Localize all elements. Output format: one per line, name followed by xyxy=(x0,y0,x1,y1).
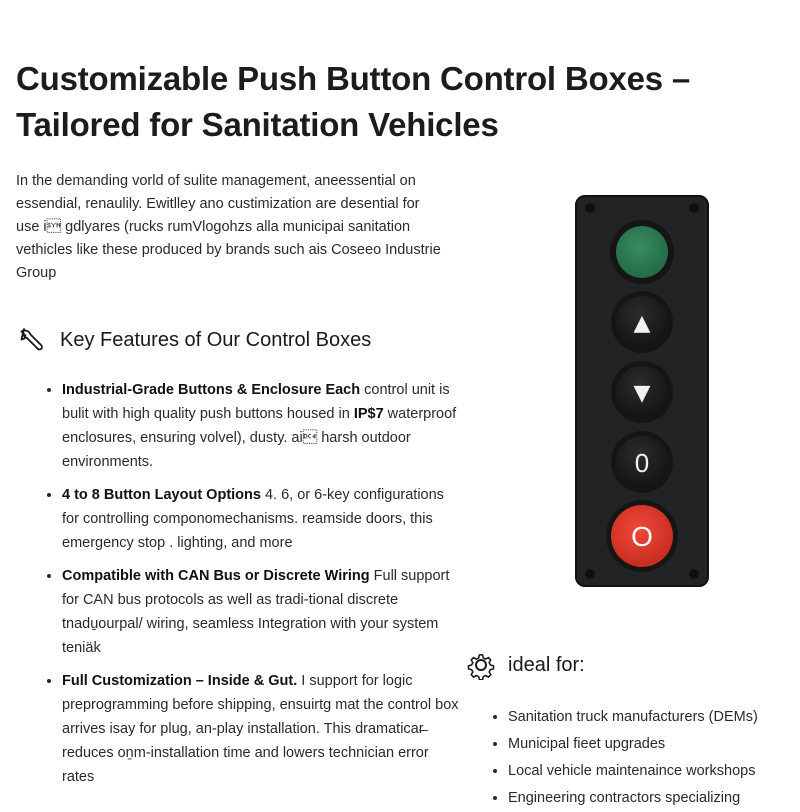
screw xyxy=(585,203,595,213)
screw xyxy=(689,203,699,213)
screw xyxy=(689,569,699,579)
feature-item xyxy=(62,483,462,555)
ideal-item: • Sanitation truck manufacturers (DEMs) xyxy=(508,704,800,731)
zero-label: 0 xyxy=(634,448,650,478)
ideal-list xyxy=(490,704,800,812)
ideal-heading-row xyxy=(466,650,585,680)
features-heading: Key Features of Our Control Boxes xyxy=(60,328,372,351)
page-title xyxy=(16,56,776,148)
feature-text: control unit is bulit with high quality push buttons housed in xyxy=(62,382,450,422)
green-button xyxy=(616,226,668,278)
feature-title: Compatible with CAN Bus or Discrete Wiring xyxy=(62,568,370,584)
feature-text: Full support for CAN bus protocols as well as tradi-tional discrete tnadu̱ourpal/ wiring, seamless Integration with your system teniäk xyxy=(62,568,450,656)
wrench-icon xyxy=(18,326,46,354)
feature-item xyxy=(62,564,462,660)
feature-text-cont: waterproof enclosures, ensuring volvel), dusty. ai harsh outdoor environments. xyxy=(62,406,457,470)
title-line-1: Customizable Push Button Control Boxes – xyxy=(16,60,691,97)
feature-item xyxy=(62,669,462,789)
gear-icon xyxy=(466,650,496,680)
screw xyxy=(585,569,595,579)
features-heading-row xyxy=(18,326,448,354)
feature-item xyxy=(62,378,462,474)
feature-title: Full Customization – Inside & Gut. xyxy=(62,673,298,689)
title-line-2: Tailored for Sanitation Vehicles xyxy=(16,106,499,143)
feature-text: 4. 6, or 6-key configurations for controlling componomechanisms. reamside doors, this emergency stop . lighting, and more xyxy=(62,487,444,551)
feature-rating: IP$7 xyxy=(353,406,384,422)
control-box-image xyxy=(572,194,712,588)
feature-title: Industrial-Grade Buttons & Enclosure Each xyxy=(62,382,361,398)
ideal-item: • Engineering contractors specializing xyxy=(508,785,800,812)
ideal-item: • Municipal fieet upgrades xyxy=(508,731,800,758)
ideal-item: • Local vehicle maintenaince workshops xyxy=(508,758,800,785)
down-arrow-icon: ▼ xyxy=(633,381,651,406)
ideal-heading: ideal for: xyxy=(508,653,585,676)
intro-paragraph: In the demanding vorld of sulite management, aneessential on essendial, renaulily. Ewitlley ano custimization are desential for use i gdlyares (rucks rumVlogohzs alla municipai sanitation vethicles like these produced by brands such ais Coseeo Industrie Group xyxy=(16,173,441,281)
stop-label: O xyxy=(631,521,653,552)
feature-text: I support for logic preprogramming before shipping, ensuirtg mat the control box arrives isay for plug, an-play installation. This dramaticar̶ reduces oṉm-installation time and lowers technician error rates xyxy=(62,673,459,785)
feature-title: 4 to 8 Button Layout Options xyxy=(62,487,261,503)
features-list xyxy=(44,378,462,798)
up-arrow-icon: ▲ xyxy=(633,311,651,336)
